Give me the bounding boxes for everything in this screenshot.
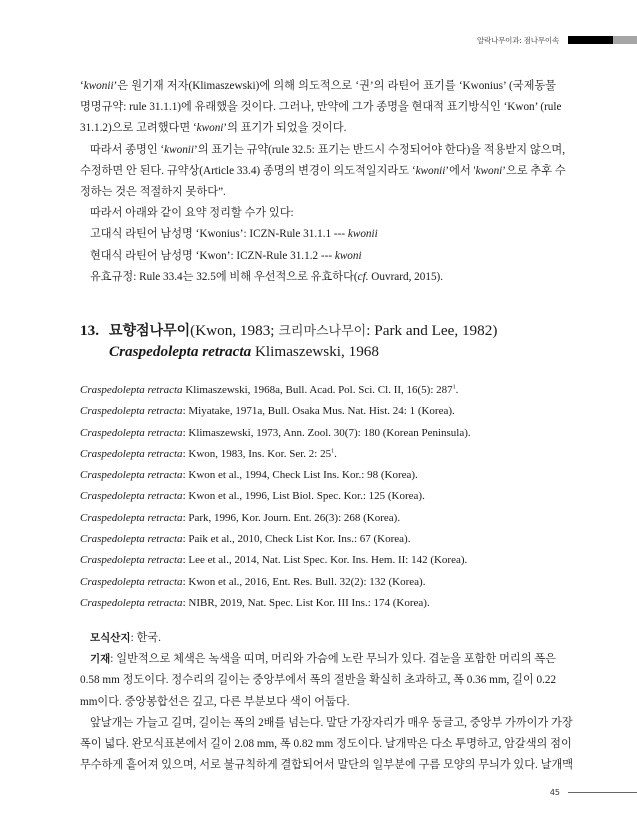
italic-epithet: kwoni: [475, 164, 503, 177]
text: (Kwon, 1983;: [190, 322, 279, 339]
synonymy-list: [80, 380, 556, 614]
valid-rule-line: [80, 267, 556, 288]
text: 수정하면 안 된다. 규약상(Article 33.4) 종명의 변경이 의도적일지라도 ‘: [80, 164, 416, 177]
summary-line-ancient: [80, 224, 556, 245]
italic-epithet: kwonii: [415, 164, 446, 177]
running-head-bar-grey: [613, 36, 637, 44]
text: ’으로 추후 수: [502, 164, 566, 177]
scientific-name: Craspedolepta retracta: [109, 343, 252, 360]
citation: Kwon et al., 1996, List Biol. Spec. Kor.: 125 (Korea).: [188, 490, 425, 503]
synonymy-item: [80, 529, 556, 550]
synonymy-item: [80, 508, 556, 529]
taxon: Craspedolepta retracta: [80, 554, 183, 567]
synonymy-item: [80, 572, 556, 593]
type-locality-value: : 한국.: [130, 632, 161, 644]
synonymy-item: [80, 444, 556, 465]
italic-epithet: kwoni: [196, 122, 224, 135]
intro-section: [80, 76, 566, 288]
text: 따라서 종명인 ‘: [90, 143, 165, 156]
text: 유효규정: Rule 33.4는 32.5에 비해 우선적으로 유효하다(: [90, 270, 358, 283]
taxon: Craspedolepta retracta: [80, 384, 183, 396]
species-number: 13.: [80, 322, 99, 339]
page-footer: [550, 788, 637, 797]
citation: Lee et al., 2014, Nat. List Spec. Kor. Ins. Hem. II: 142 (Korea).: [188, 554, 468, 567]
text: : Park and Lee, 1982): [366, 322, 498, 339]
italic-epithet: kwonii: [83, 80, 114, 92]
taxon: Craspedolepta retracta: [80, 447, 183, 460]
taxon: Craspedolepta retracta: [80, 533, 183, 546]
species-korean-name: 묘향점나무이: [109, 323, 191, 339]
synonymy-item: [80, 423, 556, 444]
forewing-line1: 앞날개는 가늘고 길며, 길이는 폭의 2배를 넘는다. 말단 가장자리가 매우 둥글고, 중앙부 가까이가 가장: [90, 716, 573, 729]
citation: Kwon et al., 2016, Ent. Res. Bull. 32(2): 132 (Korea).: [188, 575, 426, 588]
text: ’은 원기재 저자(Klimaszewski)에 의해 의도적으로 ‘권’의 라틴어 표기를 ‘Kwonius’ (국제동물: [113, 80, 556, 92]
citation: Klimaszewski, 1973, Ann. Zool. 30(7): 180 (Korean Peninsula).: [188, 426, 471, 439]
text: .: [455, 384, 459, 396]
taxon: Craspedolepta retracta: [80, 575, 183, 588]
text: ‘: [80, 80, 84, 92]
type-locality-label: 모식산지: [90, 632, 131, 644]
running-head-bar-black: [568, 36, 613, 44]
page-number: 45: [549, 788, 560, 797]
text: :: [182, 405, 189, 418]
description-line2: 0.58 mm 정도이다. 정수리의 길이는 중앙부에서 폭의 절반을 확실히 초과하고, 폭 0.36 mm, 길이 0.22: [80, 674, 557, 687]
running-head-title: 알락나무이과: 점나무이속: [476, 35, 559, 45]
text: .: [334, 447, 337, 460]
species-heading-line2: [80, 342, 560, 362]
citation: NIBR, 2019, Nat. Spec. List Kor. III Ins.: 174 (Korea).: [188, 596, 430, 609]
italic-epithet: kwonii: [164, 143, 195, 156]
intro-p2-line3: 정하는 것은 적절하지 못하다”.: [80, 186, 226, 199]
synonymy-item: [80, 593, 556, 614]
italic-epithet: kwoni: [334, 249, 362, 262]
citation: Paik et al., 2010, Check List Kor. Ins.: 67 (Korea).: [188, 533, 411, 546]
synonymy-item: [80, 550, 556, 571]
taxon: Craspedolepta retracta: [80, 511, 183, 524]
text: Ouvrard, 2015).: [368, 270, 444, 283]
text: : 일반적으로 체색은 녹색을 띠며, 머리와 가슴에 노란 무늬가 있다. 겹눈을 포함한 머리의 폭은: [110, 653, 556, 666]
alt-korean-name: 크리마스나무이: [278, 324, 367, 339]
intro-p1-line3: [80, 118, 556, 139]
forewing-line2: 폭이 넓다. 완모식표본에서 길이 2.08 mm, 폭 0.82 mm 정도이다. 날개막은 다소 투명하고, 암갈색의 점이: [80, 738, 572, 751]
citation: Klimaszewski, 1968a, Bull. Acad. Pol. Sci. Cl. II, 16(5): 287: [185, 384, 453, 396]
description-section: [80, 628, 574, 776]
taxon: Craspedolepta retracta: [80, 405, 183, 418]
italic-epithet: kwonii: [347, 228, 378, 241]
text: :: [182, 533, 189, 546]
summary-intro: 따라서 아래와 같이 요약 정리할 수가 있다:: [90, 207, 294, 220]
taxon: Craspedolepta retracta: [80, 426, 183, 439]
type-locality: [80, 628, 556, 649]
text: ’의 표기가 되었을 것이다.: [223, 122, 347, 135]
synonymy-item: [80, 465, 556, 486]
text: :: [182, 575, 189, 588]
species-heading: [80, 321, 560, 362]
intro-p1-line1: [80, 76, 556, 97]
text: :: [182, 469, 189, 482]
taxon: Craspedolepta retracta: [80, 596, 183, 609]
synonymy-item: [80, 486, 556, 507]
intro-p2-line1: [80, 140, 566, 161]
species-heading-paren: [190, 322, 497, 339]
citation: Miyatake, 1971a, Bull. Osaka Mus. Nat. Hist. 24: 1 (Korea).: [188, 405, 455, 418]
text: :: [182, 490, 189, 503]
footer-rule: [568, 792, 637, 793]
description-label: 기재: [90, 653, 111, 666]
forewing-line3: 무수하게 흩어져 있으며, 서로 불규칙하게 결합되어서 말단의 일부분에 구름 모양의 무늬가 있다. 날개맥: [80, 759, 574, 772]
description-line1: [80, 649, 556, 670]
synonymy-item: [80, 380, 556, 401]
synonymy-item: [80, 401, 556, 422]
footnote-marker: 1: [452, 384, 456, 391]
intro-p2-line2: [80, 161, 566, 182]
intro-p1-line2: 명명규약: rule 31.1.1)에 유래했을 것이다. 그러나, 만약에 그가 종명을 현대적 표기방식인 ‘Kwon’ (rule: [80, 101, 562, 114]
citation: Kwon et al., 1994, Check List Ins. Kor.: 98 (Korea).: [188, 469, 418, 482]
description-line3: mm이다. 중앙봉합선은 깊고, 다른 부분보다 색이 어둡다.: [80, 695, 350, 708]
citation: Park, 1996, Kor. Journ. Ent. 26(3): 268 (Korea).: [188, 511, 401, 524]
text: 현대식 라틴어 남성명 ‘Kwon’: ICZN-Rule 31.1.2 ---: [90, 249, 335, 262]
text: ’의 표기는 규약(rule 32.5: 표기는 반드시 수정되어야 한다)을 적용받지 않으며,: [194, 143, 566, 156]
text: 고대식 라틴어 남성명 ‘Kwonius’: ICZN-Rule 31.1.1 ---: [90, 228, 348, 241]
text: :: [182, 447, 189, 460]
text: :: [182, 554, 189, 567]
citation: Kwon, 1983, Ins. Kor. Ser. 2: 25: [188, 447, 332, 460]
taxon: Craspedolepta retracta: [80, 469, 183, 482]
italic-cf: cf.: [357, 270, 369, 283]
species-heading-line1: [80, 321, 560, 342]
running-head: [477, 34, 637, 46]
text: ’에서 ': [445, 164, 476, 177]
summary-line-modern: [80, 246, 556, 267]
author-year: Klimaszewski, 1968: [251, 343, 379, 360]
text: 31.1.2)으로 고려했다면 ‘: [80, 122, 197, 135]
footnote-marker: 1: [331, 448, 335, 455]
text: :: [182, 596, 189, 609]
text: :: [182, 426, 189, 439]
text: :: [182, 511, 189, 524]
taxon: Craspedolepta retracta: [80, 490, 183, 503]
